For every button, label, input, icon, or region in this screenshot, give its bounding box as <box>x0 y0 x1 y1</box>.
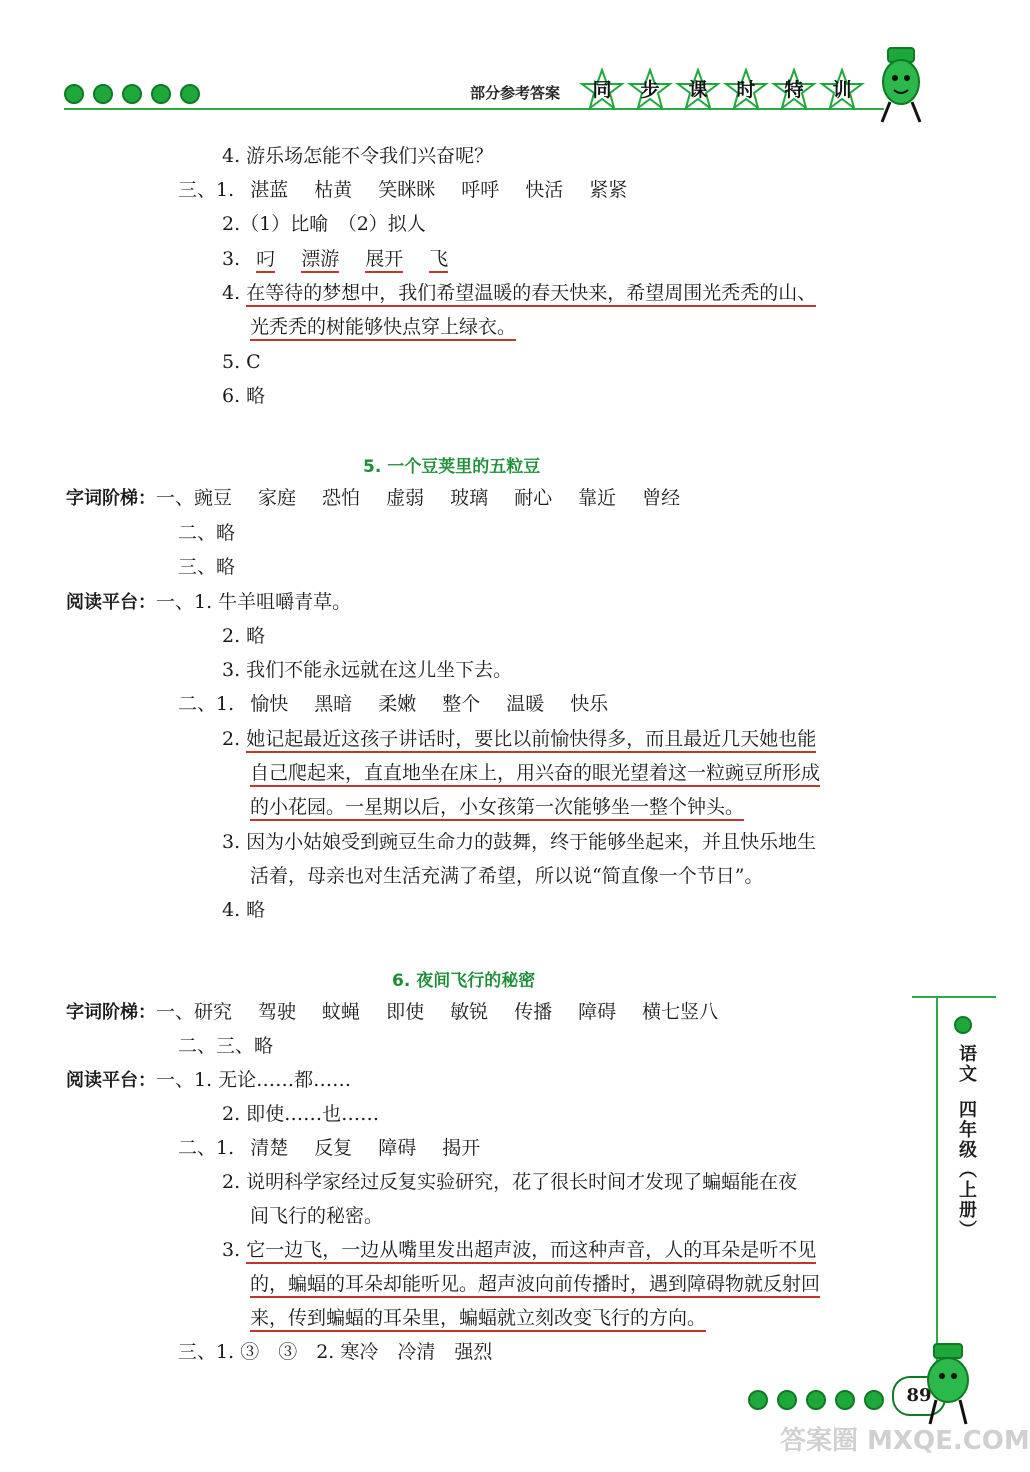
title-char: 训 <box>832 79 852 101</box>
star-badge <box>724 68 768 112</box>
word: 靠近 <box>578 487 617 509</box>
section-label: 字词阶梯： <box>66 1002 156 1023</box>
answer-line <box>178 1340 492 1364</box>
answer-line <box>178 1136 480 1160</box>
green-dot-icon <box>806 1390 826 1410</box>
answer-line: 活着，母亲也对生活充满了希望，所以说“简直像一个节日”。 <box>250 865 764 887</box>
section-title: 5. 一个豆荚里的五粒豆 <box>363 457 541 477</box>
word: 愉快 <box>250 693 289 715</box>
underlined-word: 展开 <box>365 248 403 273</box>
star-badge <box>580 68 624 112</box>
word: 家庭 <box>258 487 297 509</box>
section-title: 6. 夜间飞行的秘密 <box>392 971 536 991</box>
title-char: 特 <box>784 79 804 101</box>
star-badge <box>628 68 672 112</box>
answer-line <box>66 1000 718 1025</box>
word: 湛蓝 <box>250 179 289 201</box>
side-rule <box>912 996 996 998</box>
underlined-sentence: 来，传到蝙蝠的耳朵里，蝙蝠就立刻改变飞行的方向。 <box>250 1307 706 1332</box>
title-char: 同 <box>592 79 612 101</box>
word: 玻璃 <box>450 487 489 509</box>
star-badge <box>820 68 864 112</box>
mascot-figure-icon <box>912 1340 982 1430</box>
word: 反复 <box>314 1137 353 1159</box>
answer-line: 2. 说明科学家经过反复实验研究，花了很长时间才发现了蝙蝠能在夜 <box>222 1171 798 1193</box>
answer-line <box>250 795 744 819</box>
answer-line <box>178 692 608 716</box>
answer-line: 二、略 <box>178 522 236 544</box>
underlined-word: 叼 <box>256 248 275 273</box>
item-number: 三、1. <box>178 179 235 201</box>
answer-text: ③ ③ 2. 寒冷 冷清 强烈 <box>240 1341 493 1363</box>
header-dots-left <box>64 84 200 104</box>
mascot-pencil-icon <box>870 40 930 130</box>
word: 豌豆 <box>194 487 233 509</box>
underlined-sentence: 她记起最近这孩子讲话时，要比以前愉快得多，而且最近几天她也能 <box>246 728 816 753</box>
item-number: 一、 <box>156 1001 195 1023</box>
green-dot-icon <box>64 84 84 104</box>
answer-line: 间飞行的秘密。 <box>250 1205 384 1227</box>
word: 恐怕 <box>322 487 361 509</box>
section-label: 阅读平台： <box>66 1070 156 1091</box>
word: 障碍 <box>578 1001 617 1023</box>
answer-line <box>222 1238 816 1262</box>
answer-line: 6. 略 <box>222 385 266 407</box>
answer-line <box>66 1068 351 1093</box>
word: 横七竖八 <box>642 1001 719 1023</box>
green-dot-icon <box>748 1390 768 1410</box>
answer-line: 4. 略 <box>222 899 266 921</box>
answer-line: 三、略 <box>178 556 236 578</box>
green-dot-icon <box>777 1390 797 1410</box>
underlined-sentence: 光秃秃的树能够快点穿上绿衣。 <box>250 316 516 341</box>
underlined-sentence: 它一边飞，一边从嘴里发出超声波，而这种声音，人的耳朵是听不见 <box>246 1239 816 1264</box>
word: 研究 <box>194 1001 233 1023</box>
underlined-sentence: 自己爬起来，直直地坐在床上，用兴奋的眼光望着这一粒豌豆所形成 <box>250 762 820 787</box>
answer-line <box>250 761 820 785</box>
word: 清楚 <box>250 1137 289 1159</box>
answer-text: 一、1. 无论……都…… <box>156 1069 352 1091</box>
subject-label: 语文 <box>956 1044 977 1084</box>
answer-line <box>250 1306 706 1330</box>
answer-line: 4. 游乐场怎能不令我们兴奋呢？ <box>222 145 494 167</box>
item-number: 一、 <box>156 487 195 509</box>
word: 整个 <box>442 693 481 715</box>
green-dot-icon <box>93 84 113 104</box>
answer-line <box>178 178 627 202</box>
answer-line: 2.（1）比喻 （2）拟人 <box>222 213 426 235</box>
header-label: 部分参考答案 <box>470 84 561 102</box>
item-number: 三、1. <box>178 1341 235 1363</box>
word: 快乐 <box>570 693 609 715</box>
star-badge <box>772 68 816 112</box>
answer-line: 二、三、略 <box>178 1035 274 1057</box>
section-label: 阅读平台： <box>66 592 156 613</box>
section-label: 字词阶梯： <box>66 488 156 509</box>
word: 黑暗 <box>314 693 353 715</box>
word: 快活 <box>525 179 564 201</box>
answer-line <box>66 590 351 615</box>
underlined-word: 漂游 <box>301 248 339 273</box>
green-dot-icon <box>151 84 171 104</box>
word: 障碍 <box>378 1137 417 1159</box>
word: 紧紧 <box>589 179 628 201</box>
word: 虚弱 <box>386 487 425 509</box>
answer-line <box>222 727 816 751</box>
word: 耐心 <box>514 487 553 509</box>
item-number: 二、1. <box>178 1137 235 1159</box>
word: 柔嫩 <box>378 693 417 715</box>
answer-line <box>222 247 448 271</box>
grade-label: 四年级（上册） <box>956 1100 977 1240</box>
item-number: 二、1. <box>178 693 235 715</box>
answer-line <box>222 281 816 305</box>
underlined-word: 飞 <box>429 248 448 273</box>
word: 揭开 <box>442 1137 481 1159</box>
answer-line: 2. 略 <box>222 625 266 647</box>
watermark: 答案圈 MXQE.COM <box>780 1426 1030 1456</box>
green-dot-icon <box>122 84 142 104</box>
page-number: 89 <box>906 1385 932 1406</box>
item-number: 3. <box>222 248 241 270</box>
title-char: 步 <box>640 79 660 101</box>
underlined-sentence: 的，蝙蝠的耳朵却能听见。超声波向前传播时，遇到障碍物就反射回 <box>250 1273 820 1298</box>
word: 笑眯眯 <box>378 179 436 201</box>
title-char: 时 <box>736 79 756 101</box>
answer-line: 3. 我们不能永远就在这儿坐下去。 <box>222 659 513 681</box>
word: 温暖 <box>506 693 545 715</box>
answer-line <box>250 315 516 339</box>
word: 蚊蝇 <box>322 1001 361 1023</box>
answer-line: 5. C <box>222 351 261 373</box>
footer-dots <box>748 1390 884 1410</box>
answer-line: 3. 因为小姑娘受到豌豆生命力的鼓舞，终于能够坐起来，并且快乐地生 <box>222 831 817 853</box>
underlined-sentence: 在等待的梦想中，我们希望温暖的春天快来，希望周围光秃秃的山、 <box>246 282 816 307</box>
side-vertical-rule <box>936 996 938 1376</box>
green-dot-icon <box>180 84 200 104</box>
word: 即使 <box>386 1001 425 1023</box>
word: 曾经 <box>642 487 681 509</box>
star-badge <box>676 68 720 112</box>
item-number: 2. <box>222 728 241 750</box>
answer-line <box>250 1272 820 1296</box>
answer-line <box>66 486 680 511</box>
word: 传播 <box>514 1001 553 1023</box>
word: 驾驶 <box>258 1001 297 1023</box>
green-dot-icon <box>835 1390 855 1410</box>
word: 枯黄 <box>314 179 353 201</box>
green-dot-icon <box>864 1390 884 1410</box>
answer-line: 2. 即使……也…… <box>222 1103 380 1125</box>
underlined-sentence: 的小花园。一星期以后，小女孩第一次能够坐一整个钟头。 <box>250 796 744 821</box>
header-title <box>580 68 864 112</box>
title-char: 课 <box>688 79 708 101</box>
word: 呼呼 <box>461 179 500 201</box>
word: 敏锐 <box>450 1001 489 1023</box>
answer-text: 一、1. 牛羊咀嚼青草。 <box>156 591 352 613</box>
item-number: 3. <box>222 1239 241 1261</box>
item-number: 4. <box>222 282 241 304</box>
green-dot-icon <box>954 1016 972 1034</box>
